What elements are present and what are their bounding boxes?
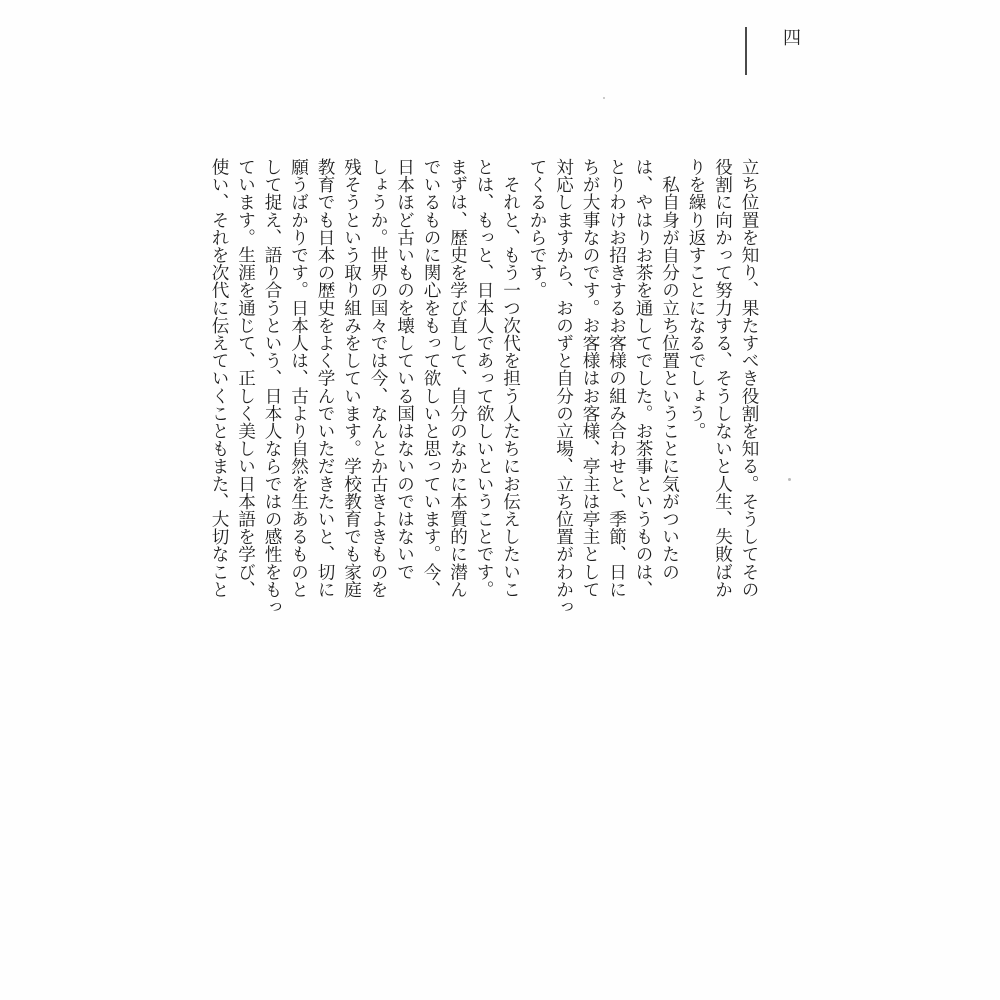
text-line: して捉え、語り合うという、日本人ならではの感性をもっ — [262, 158, 282, 616]
paper-speck — [603, 97, 605, 99]
text-line: は、やはりお茶を通してでした。お茶事というものは、 — [633, 158, 653, 598]
text-line: ちが大事なのです。お客様はお客様、亭主は亭主として — [580, 158, 600, 598]
text-line: 私自身が自分の立ち位置ということに気がついたの — [659, 158, 680, 581]
text-line: とりわけお招きするお客様の組み合わせと、季節、日に — [606, 158, 627, 598]
text-line: 対応しますから、おのずと自分の立場、立ち位置がわかっ — [553, 158, 574, 616]
header-rule — [745, 27, 747, 75]
text-line: 立ち位置を知り、果たすべき役割を知る。そうしてその — [739, 158, 759, 598]
text-line: 願うばかりです。日本人は、古より自然を生あるものと — [288, 158, 309, 598]
vertical-body-text — [206, 158, 763, 616]
text-line: まずは、歴史を学び直して、自分のなかに本質的に潜ん — [447, 158, 468, 598]
text-line: しょうか。世界の国々では今、なんとか古きよきものを — [368, 158, 388, 598]
text-line: とは、もっと、日本人であって欲しいということです。 — [474, 158, 494, 598]
text-line: りを繰り返すことになるでしょう。 — [686, 158, 706, 440]
text-line: それと、もう一つ次代を担う人たちにお伝えしたいこ — [500, 158, 521, 598]
text-line: 使い、それを次代に伝えていくこともまた、大切なこと — [209, 158, 229, 598]
text-line: でいるものに関心をもって欲しいと思っています。今、 — [421, 158, 441, 598]
text-line: 残そうという取り組みをしています。学校教育でも家庭 — [341, 158, 362, 598]
page-number: 四 — [783, 28, 801, 49]
text-line: てくるからです。 — [527, 158, 547, 299]
text-line: 日本ほど古いものを壊している国はないのではないで — [394, 158, 415, 581]
text-line: 教育でも日本の歴史をよく学んでいただきたいと、切に — [315, 158, 335, 598]
text-line: 役割に向かって努力する、そうしないと人生、失敗ばか — [712, 158, 733, 598]
paper-speck — [788, 478, 791, 481]
text-line: ています。生涯を通じて、正しく美しい日本語を学び、 — [235, 158, 256, 598]
